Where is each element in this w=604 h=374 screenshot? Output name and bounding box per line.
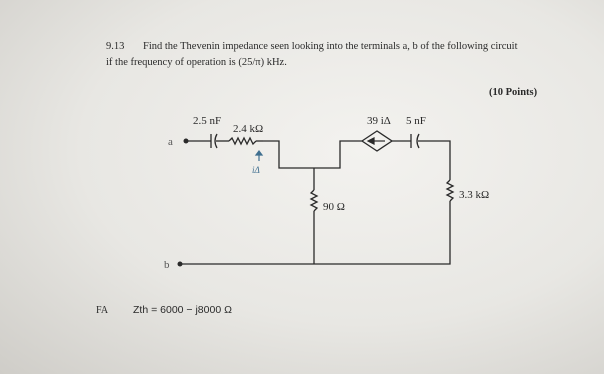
terminal-b-label: b: [164, 259, 170, 271]
resistor-1: [229, 138, 256, 144]
resistor-90-label: 90 Ω: [323, 201, 345, 213]
question-number: 9.13: [106, 41, 125, 52]
terminal-b-dot: [178, 262, 183, 267]
resistor-90: [311, 190, 317, 211]
capacitor-1-label: 2.5 nF: [193, 115, 222, 127]
question-text-line2: if the frequency of operation is (25/π) kHz.: [106, 57, 287, 68]
dependent-source-label: 39 iΔ: [367, 115, 391, 127]
current-arrow: [256, 151, 262, 161]
question-text-line1: Find the Thevenin impedance seen looking into the terminals a, b of the following circuit: [143, 41, 518, 52]
terminal-a-dot: [184, 139, 189, 144]
answer-value: Zth = 6000 − j8000 Ω: [133, 304, 232, 316]
resistor-right-label: 3.3 kΩ: [459, 189, 490, 201]
resistor-1-label: 2.4 kΩ: [233, 123, 264, 135]
terminal-a-label: a: [168, 136, 173, 148]
answer-prefix: FA: [96, 305, 109, 316]
current-label: iΔ: [252, 165, 260, 175]
points-label: (10 Points): [489, 87, 538, 98]
resistor-right: [447, 180, 453, 201]
capacitor-2-label: 5 nF: [406, 115, 426, 127]
capacitor-2: [411, 134, 419, 148]
